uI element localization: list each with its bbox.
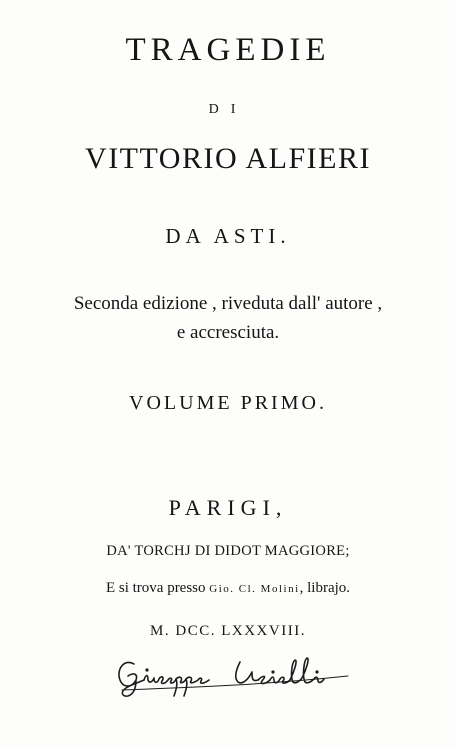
volume-label: VOLUME PRIMO. [129,392,327,414]
seller-name: Gio. Cl. Molini [209,583,300,595]
handwritten-signature [112,650,362,700]
author-name: VITTORIO ALFIERI [85,142,371,175]
preposition-di: DI [208,102,248,117]
edition-line-2: e accresciuta. [176,322,280,343]
book-title: TRAGEDIE [125,32,331,68]
imprint-date: M. DCC. LXXXVIII. [150,623,306,639]
imprint-seller [0,580,456,597]
author-origin: DA ASTI. [165,224,291,248]
edition-line-1: Seconda edizione , riveduta dall' autore , [73,293,383,314]
imprint-city: PARIGI, [168,495,288,520]
seller-prefix: E si trova presso [105,580,210,596]
seller-suffix: , librajo. [299,580,351,596]
imprint-printer: DA' TORCHJ DI DIDOT MAGGIORE; [106,543,350,559]
